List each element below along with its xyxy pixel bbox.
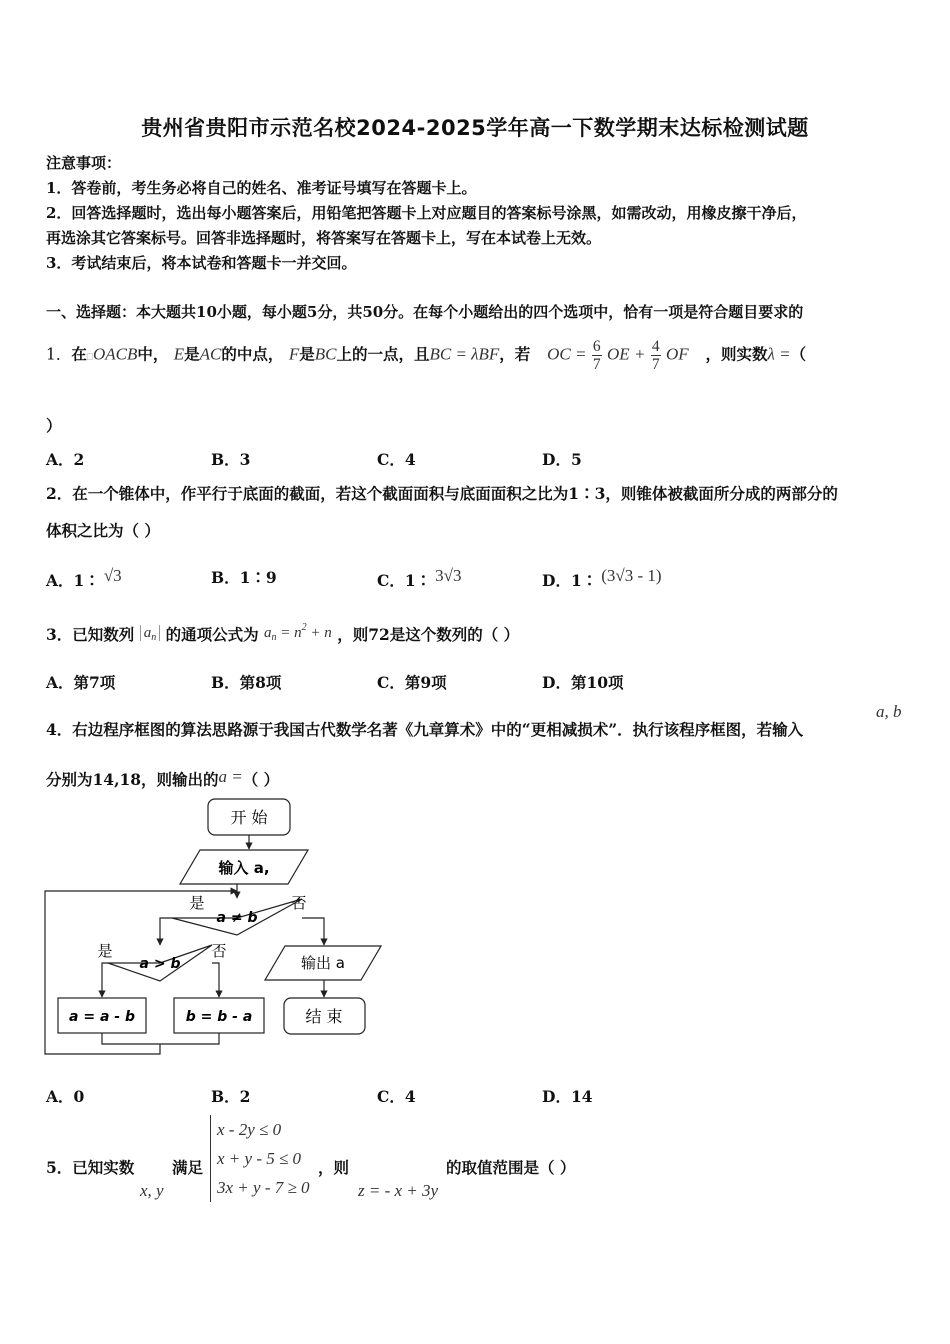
q2-line-2: 体积之比为（ ） bbox=[46, 521, 160, 540]
q3-option-a: A．第7项 bbox=[46, 673, 116, 692]
q1-math-ac: AC bbox=[199, 344, 222, 364]
flow-end-label: 结 束 bbox=[305, 1007, 343, 1026]
q1-option-d: D．5 bbox=[542, 450, 582, 469]
flow-assign1-label: a = a - b bbox=[69, 1009, 135, 1025]
note-3: 3．考试结束后，将本试卷和答题卡一并交回。 bbox=[46, 254, 357, 272]
q1-parallelogram-symbol: □ bbox=[86, 351, 93, 363]
q1-math-lambda: λ = bbox=[767, 344, 791, 364]
question-3 bbox=[46, 622, 519, 645]
q4-option-b: B．2 bbox=[211, 1087, 251, 1106]
q3-text-3: ，则72是这个数列的（ ） bbox=[337, 625, 520, 644]
notes-heading: 注意事项： bbox=[46, 154, 122, 172]
q1-math-oc: OC = bbox=[547, 344, 587, 364]
q1-text-4: 的中点， bbox=[221, 344, 284, 364]
q5-text-4: 的取值范围是（ ） bbox=[446, 1158, 576, 1177]
flow-cond2-yes-label: 是 bbox=[97, 942, 113, 960]
q5-text-3: ，则 bbox=[318, 1158, 350, 1177]
q3-text-1: 3．已知数列 bbox=[46, 625, 135, 644]
flow-assign2-label: b = b - a bbox=[185, 1009, 253, 1025]
q5-constraint-3: 3x + y - 7 ≥ 0 bbox=[217, 1178, 310, 1197]
q1-text-1: 在 bbox=[71, 344, 87, 364]
q2-option-d-math: (3√3 - 1) bbox=[601, 566, 662, 585]
flow-cond1-yes-label: 是 bbox=[189, 894, 205, 912]
q5-constraint-1: x - 2y ≤ 0 bbox=[217, 1120, 282, 1139]
note-1: 1．答卷前，考生务必将自己的姓名、准考证号填写在答题卡上。 bbox=[46, 179, 477, 197]
q1-close-paren: ） bbox=[46, 416, 62, 435]
q1-math-f: F bbox=[288, 344, 300, 364]
q1-text-9: （ bbox=[790, 344, 807, 364]
q3-math-sequence: $a_n$ bbox=[140, 625, 161, 641]
q2-option-c: C．1∶ 3√3 bbox=[377, 566, 462, 590]
q1-text-6: 上的一点，且 bbox=[336, 344, 430, 364]
q1-fraction-4-7: $\frac{4}{7}$ bbox=[651, 338, 660, 373]
flowchart bbox=[40, 795, 390, 1065]
q1-math-bc-lambda: BC = λBF bbox=[429, 344, 500, 364]
q1-option-c: C．4 bbox=[377, 450, 416, 469]
q1-text-8: ，则实数 bbox=[705, 344, 768, 364]
flow-input-label: 输入 a, bbox=[218, 859, 270, 877]
section-1-heading: 一、选择题：本大题共10小题，每小题5分，共50分。在每个小题给出的四个选项中，恰有一项是符合题目要求的 bbox=[46, 303, 804, 321]
page-title: 贵州省贵阳市示范名校2024-2025学年高一下数学期末达标检测试题 bbox=[141, 116, 809, 140]
q1-option-b: B．3 bbox=[211, 450, 251, 469]
q4-math-a: a = bbox=[218, 767, 243, 786]
q1-math-bc: BC bbox=[314, 344, 337, 364]
q1-math-oacb: OACB bbox=[92, 344, 138, 364]
q4-option-d: D．14 bbox=[542, 1087, 593, 1106]
flow-cond1-label: a ≠ b bbox=[216, 910, 258, 926]
q4-line-1: 4．右边程序框图的算法思路源于我国古代数学名著《九章算术》中的“更相减损术”．执行该程序框图，若输入 bbox=[46, 720, 804, 739]
q5-math-z: z = - x + 3y bbox=[358, 1181, 439, 1200]
flow-cond2-no-label: 否 bbox=[211, 942, 227, 960]
q2-option-a: A．1∶ √3 bbox=[46, 566, 122, 590]
q1-text-5: 是 bbox=[299, 344, 315, 364]
q3-math-formula: $a_n = n^2 + n$ bbox=[264, 622, 332, 643]
q4-line-2 bbox=[46, 767, 279, 790]
q5-text-2: 满足 bbox=[172, 1158, 204, 1177]
q2-option-a-math: √3 bbox=[103, 566, 122, 585]
q5-math-xy: x, y bbox=[140, 1181, 164, 1200]
q3-option-c: C．第9项 bbox=[377, 673, 447, 692]
flow-cond2-label: a > b bbox=[139, 956, 181, 972]
q4-option-c: C．4 bbox=[377, 1087, 416, 1106]
q1-fraction-6-7: $\frac{6}{7}$ bbox=[592, 338, 601, 373]
q4-math-ab: a, b bbox=[876, 702, 902, 721]
q1-text-2: 中， bbox=[137, 344, 169, 364]
q1-text-3: 是 bbox=[184, 344, 200, 364]
question-1 bbox=[46, 338, 806, 373]
q5-constraint-2: x + y - 5 ≤ 0 bbox=[217, 1149, 302, 1168]
q2-line-1: 2．在一个锥体中，作平行于底面的截面，若这个截面面积与底面面积之比为1∶3，则锥体被截面所分成的两部分的 bbox=[46, 484, 838, 503]
flow-cond1-no-label: 否 bbox=[291, 894, 307, 912]
flow-output-label: 输出 a bbox=[301, 954, 345, 972]
q1-math-e: E bbox=[173, 344, 185, 364]
q3-option-b: B．第8项 bbox=[211, 673, 282, 692]
q1-math-oe: OE + bbox=[607, 344, 646, 364]
q1-text-7: ，若 bbox=[499, 344, 531, 364]
note-2a: 2．回答选择题时，选出每小题答案后，用铅笔把答题卡上对应题目的答案标号涂黑，如需改动，用橡皮擦干净后， bbox=[46, 204, 807, 222]
q1-option-a: A．2 bbox=[46, 450, 85, 469]
note-2b: 再选涂其它答案标号。回答非选择题时，将答案写在答题卡上，写在本试卷上无效。 bbox=[46, 229, 602, 247]
q1-number: 1． bbox=[46, 345, 72, 364]
q2-option-d: D．1∶ (3√3 - 1) bbox=[542, 566, 662, 590]
q5-constraint-system bbox=[210, 1115, 310, 1202]
q3-text-2: 的通项公式为 bbox=[165, 625, 259, 644]
q4-line-2-tail: （ ） bbox=[242, 770, 280, 789]
q2-option-b: B．1∶9 bbox=[211, 568, 277, 587]
flow-start-label: 开 始 bbox=[230, 808, 268, 827]
q2-option-c-math: 3√3 bbox=[435, 566, 462, 585]
q1-math-of: OF bbox=[665, 344, 689, 364]
q5-text-1: 5．已知实数 bbox=[46, 1158, 135, 1177]
q3-option-d: D．第10项 bbox=[542, 673, 624, 692]
q4-line-2-text: 分别为14,18，则输出的 bbox=[46, 770, 219, 789]
q4-option-a: A．0 bbox=[46, 1087, 85, 1106]
